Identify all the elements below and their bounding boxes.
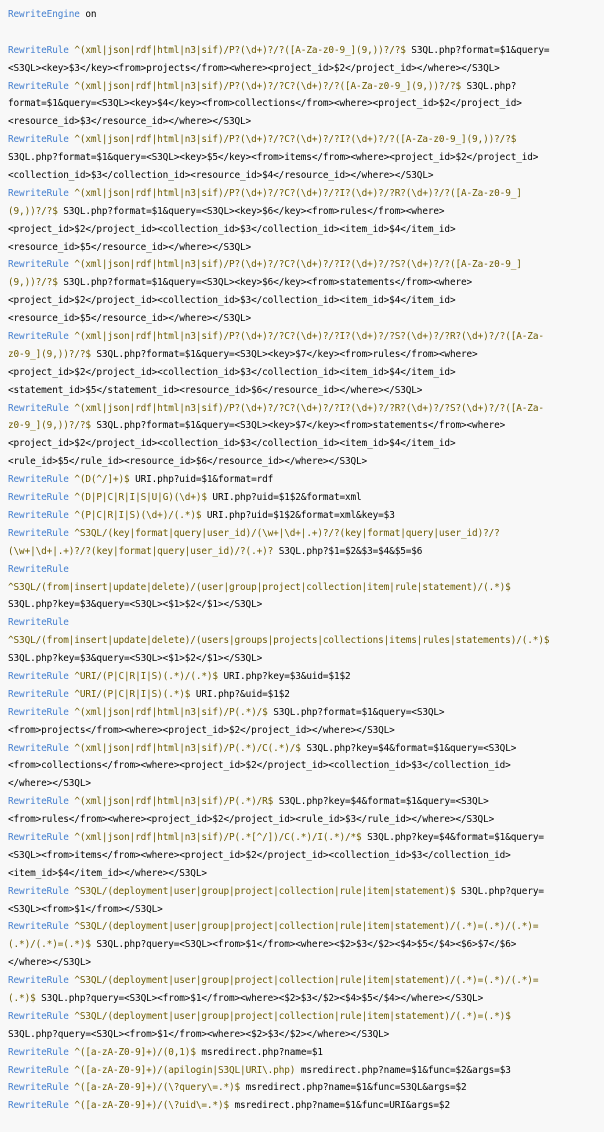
code-line	[8, 901, 604, 919]
regex-pattern: ^(P|C|R|I|S)(\d+)/(.*)$	[74, 509, 202, 521]
code-line	[8, 95, 604, 113]
code-line	[8, 292, 604, 310]
directive-keyword: RewriteRule	[8, 742, 69, 754]
code-text: <statement_id>$5</statement_id><resource_id>$6</resource_id></where></S3QL>	[8, 384, 423, 396]
code-text: <S3QL><from>items</from><where><project_id>$2</project_id><collection_id>$3</collection_id>	[8, 849, 511, 861]
directive-keyword: RewriteRule	[8, 1082, 69, 1094]
directive-keyword: RewriteRule	[8, 1064, 69, 1076]
code-text: <project_id>$2</project_id><collection_id>$3</collection_id><item_id>$4</item_id>	[8, 295, 456, 307]
code-text: URI.php?uid=$1&format=rdf	[129, 474, 274, 486]
directive-keyword: RewriteRule	[8, 975, 69, 987]
code-line	[8, 131, 604, 149]
code-text: </where></S3QL>	[8, 778, 91, 790]
directive-keyword: RewriteRule	[8, 688, 69, 700]
directive-keyword: RewriteRule	[8, 921, 69, 933]
directive-keyword: RewriteEngine	[8, 9, 80, 20]
code-line	[8, 346, 604, 364]
code-line	[8, 42, 604, 60]
regex-pattern: ^S3QL/(from|insert|update|delete)/(users|groups|projects|collections|items|rules|statements)/(.*)$	[8, 635, 550, 647]
code-text: S3QL.php?query=	[455, 885, 544, 897]
regex-pattern: ^(D(^/]+)$	[74, 474, 130, 486]
code-text: S3QL.php?key=$4&format=$1&query=	[361, 831, 544, 843]
code-line	[8, 221, 604, 239]
code-line	[8, 972, 604, 990]
code-text: URI.php?key=$3&uid=$1$2	[217, 670, 351, 682]
code-line	[8, 1079, 604, 1097]
regex-pattern: ^(xml|json|rdf|html|n3|sif)/P?(\d+)?/?C?(\d+)?/?I?(\d+)?/?R?(\d+)?/?S?(\d+)?/?([A-Za-	[74, 402, 544, 414]
code-text: S3QL.php?key=$3&query=<S3QL><$1>$2</$1></S3QL>	[8, 653, 263, 665]
code-line	[8, 918, 604, 936]
code-line	[8, 453, 604, 471]
directive-keyword: RewriteRule	[8, 80, 69, 92]
directive-keyword: RewriteRule	[8, 796, 69, 808]
code-line	[8, 596, 604, 614]
code-text: <resource_id>$5</resource_id></where></S3QL>	[8, 241, 252, 253]
regex-pattern: ^(xml|json|rdf|html|n3|sif)/P?(\d+)?/?C?(\d+)?/?([A-Za-z0-9_](9,))?/?$	[74, 80, 462, 92]
code-text: S3QL.php?format=$1&query=<S3QL><key>$7</key><from>rules</from><where>	[90, 348, 478, 360]
code-text: <resource_id>$3</resource_id></where></S3QL>	[8, 116, 252, 128]
regex-pattern: ^(xml|json|rdf|html|n3|sif)/P?(\d+)?/?C?(\d+)?/?I?(\d+)?/?R?(\d+)?/?([A-Za-z0-9_]	[74, 187, 522, 199]
code-line	[8, 471, 604, 489]
code-text: S3QL.php?key=$4&format=$1&query=<S3QL>	[300, 742, 517, 754]
regex-pattern: ^(xml|json|rdf|html|n3|sif)/P?(\d+)?/?C?(\d+)?/?I?(\d+)?/?S?(\d+)?/?([A-Za-z0-9_]	[74, 259, 522, 271]
code-text: S3QL.php?format=$1&query=<S3QL>	[267, 706, 445, 718]
code-line	[8, 561, 604, 579]
code-line	[8, 60, 604, 78]
code-line	[8, 632, 604, 650]
directive-keyword: RewriteRule	[8, 134, 69, 146]
code-text: S3QL.php?query=<S3QL><from>$1</from><where><$2>$3</$2><$4>$5</$4></where></S3QL>	[35, 992, 484, 1004]
code-line	[8, 811, 604, 829]
code-text: msredirect.php?name=$1&func=S3QL&args=$2	[240, 1082, 467, 1094]
directive-keyword: RewriteRule	[8, 617, 69, 629]
code-text: S3QL.php?	[461, 80, 517, 92]
code-line	[8, 364, 604, 382]
code-line	[8, 400, 604, 418]
code-text: <project_id>$2</project_id><collection_id>$3</collection_id><item_id>$4</item_id>	[8, 438, 456, 450]
code-text: </where></S3QL>	[8, 957, 91, 969]
code-line	[8, 668, 604, 686]
directive-keyword: RewriteRule	[8, 527, 69, 539]
code-line	[8, 650, 604, 668]
regex-pattern: ^([a-zA-Z0-9]+)/(apilogin|S3QL|URI\.php)	[74, 1064, 296, 1076]
directive-keyword: RewriteRule	[8, 509, 69, 521]
regex-pattern: ^(xml|json|rdf|html|n3|sif)/P(.*)/C(.*)/$	[74, 742, 301, 754]
code-text: <from>projects</from><where><project_id>$2</project_id></where></S3QL>	[8, 724, 395, 736]
regex-pattern: ^S3QL/(deployment|user|group|project|collection|rule|item|statement)/(.*)=(.*)/(.*)=	[74, 975, 539, 987]
code-line	[8, 274, 604, 292]
code-line	[8, 1008, 604, 1026]
regex-pattern: ^(xml|json|rdf|html|n3|sif)/P(.*)/R$	[74, 796, 274, 808]
directive-keyword: RewriteRule	[8, 331, 69, 343]
regex-pattern: ^(xml|json|rdf|html|n3|sif)/P?(\d+)?/?([A-Za-z0-9_](9,))?/?$	[74, 44, 406, 56]
directive-keyword: RewriteRule	[8, 885, 69, 897]
regex-pattern: ^(D|P|C|R|I|S|U|G)(\d+)$	[74, 492, 207, 504]
directive-keyword: RewriteRule	[8, 706, 69, 718]
code-text: <resource_id>$5</resource_id></where></S3QL>	[8, 313, 252, 325]
directive-keyword: RewriteRule	[8, 402, 69, 414]
regex-pattern: ^([a-zA-Z0-9]+)/(\?query\=.*)$	[74, 1082, 241, 1094]
code-line	[8, 525, 604, 543]
code-line	[8, 417, 604, 435]
code-line	[8, 775, 604, 793]
directive-keyword: RewriteRule	[8, 474, 69, 486]
code-text: URI.php?&uid=$1$2	[190, 688, 290, 700]
code-text: URI.php?uid=$1$2&format=xml	[206, 492, 362, 504]
code-line	[8, 543, 604, 561]
regex-pattern: (9,))?/?$	[8, 277, 58, 289]
code-line	[8, 704, 604, 722]
code-line	[8, 883, 604, 901]
regex-pattern: (.*)$	[8, 992, 36, 1004]
code-line	[8, 1044, 604, 1062]
code-line	[8, 614, 604, 632]
code-text: S3QL.php?key=$3&query=<S3QL><$1>$2</$1></S3QL>	[8, 599, 263, 611]
directive-keyword: RewriteRule	[8, 1100, 69, 1112]
directive-keyword: RewriteRule	[8, 492, 69, 504]
code-line	[8, 256, 604, 274]
code-line	[8, 507, 604, 525]
code-line	[8, 740, 604, 758]
code-line	[8, 185, 604, 203]
code-line	[8, 936, 604, 954]
code-line	[8, 829, 604, 847]
code-text: msredirect.php?name=$1	[195, 1046, 323, 1058]
regex-pattern: ^([a-zA-Z0-9]+)/(\?uid\=.*)$	[74, 1100, 229, 1112]
code-line	[8, 435, 604, 453]
regex-pattern: ^(xml|json|rdf|html|n3|sif)/P?(\d+)?/?C?(\d+)?/?I?(\d+)?/?([A-Za-z0-9_](9,))?/?$	[74, 134, 517, 146]
code-line	[8, 167, 604, 185]
regex-pattern: z0-9_](9,))?/?$	[8, 348, 91, 360]
directive-keyword: RewriteRule	[8, 831, 69, 843]
code-line	[8, 686, 604, 704]
code-text: <item_id>$4</item_id></where></S3QL>	[8, 867, 207, 879]
code-line	[8, 328, 604, 346]
regex-pattern: z0-9_](9,))?/?$	[8, 420, 91, 432]
code-line	[8, 865, 604, 883]
code-text: S3QL.php?format=$1&query=<S3QL><key>$6</key><from>statements</from><where>	[57, 277, 473, 289]
code-text: S3QL.php?format=$1&query=	[405, 44, 550, 56]
code-line	[8, 78, 604, 96]
regex-pattern: ^S3QL/(deployment|user|group|project|collection|rule|item|statement)$	[74, 885, 456, 897]
code-text: <collection_id>$3</collection_id><resource_id>$4</resource_id></where></S3QL>	[8, 170, 434, 182]
regex-pattern: ^URI/(P|C|R|I|S)(.*)/(.*)$	[74, 670, 218, 682]
code-text: S3QL.php?key=$4&format=$1&query=<S3QL>	[273, 796, 489, 808]
code-text: <project_id>$2</project_id><collection_id>$3</collection_id><item_id>$4</item_id>	[8, 223, 456, 235]
code-text: msredirect.php?name=$1&func=$2&args=$3	[295, 1064, 511, 1076]
code-line	[8, 990, 604, 1008]
code-line	[8, 1062, 604, 1080]
regex-pattern: ^S3QL/(key|format|query|user_id)/(\w+|\d+|.+)?/?(key|format|query|user_id)?/?	[74, 527, 500, 539]
code-text: <S3QL><key>$3</key><from>projects</from><where><project_id>$2</project_id></where></S3QL>	[8, 62, 500, 74]
regex-pattern: ^S3QL/(deployment|user|group|project|collection|rule|item|statement)/(.*)=(.*)$	[74, 1010, 511, 1022]
code-text: S3QL.php?format=$1&query=<S3QL><key>$6</key><from>rules</from><where>	[57, 205, 445, 217]
regex-pattern: ^(xml|json|rdf|html|n3|sif)/P(.*[^/])/C(.*)/I(.*)/*$	[74, 831, 362, 843]
code-text: <project_id>$2</project_id><collection_id>$3</collection_id><item_id>$4</item_id>	[8, 366, 456, 378]
code-line	[8, 579, 604, 597]
directive-keyword: RewriteRule	[8, 1046, 69, 1058]
code-line	[8, 757, 604, 775]
code-line	[8, 1097, 604, 1115]
code-line	[8, 954, 604, 972]
code-line	[8, 6, 604, 24]
code-text: S3QL.php?format=$1&query=<S3QL><key>$5</key><from>items</from><where><project_id>$2</project_id>	[8, 152, 539, 164]
code-text: <rule_id>$5</rule_id><resource_id>$6</resource_id></where></S3QL>	[8, 456, 368, 468]
directive-keyword: RewriteRule	[8, 44, 69, 56]
regex-pattern: (.*)/(.*)=(.*)$	[8, 939, 91, 951]
regex-pattern: ^([a-zA-Z0-9]+)/(0,1)$	[74, 1046, 196, 1058]
code-line	[8, 722, 604, 740]
code-text: msredirect.php?name=$1&func=URI&args=$2	[229, 1100, 450, 1112]
regex-pattern: ^S3QL/(from|insert|update|delete)/(user|group|project|collection|item|rule|statement)/(.*)$	[8, 581, 511, 593]
directive-keyword: RewriteRule	[8, 187, 69, 199]
code-text: format=$1&query=<S3QL><key>$4</key><from>collections</from><where><project_id>$2</project_id>	[8, 98, 522, 110]
code-text: S3QL.php?format=$1&query=<S3QL><key>$7</key><from>statements</from><where>	[90, 420, 506, 432]
directive-keyword: RewriteRule	[8, 259, 69, 271]
code-text: on	[79, 9, 97, 20]
directive-keyword: RewriteRule	[8, 563, 69, 575]
code-line	[8, 203, 604, 221]
regex-pattern: (9,))?/?$	[8, 205, 58, 217]
regex-pattern: ^S3QL/(deployment|user|group|project|collection|rule|item|statement)/(.*)=(.*)/(.*)=	[74, 921, 539, 933]
code-text: S3QL.php?query=<S3QL><from>$1</from><where><$2>$3</$2><$4>$5</$4><$6>$7</$6>	[90, 939, 517, 951]
code-line	[8, 382, 604, 400]
directive-keyword: RewriteRule	[8, 670, 69, 682]
code-line	[8, 113, 604, 131]
code-text: S3QL.php?$1=$2&$3=$4&$5=$6	[273, 545, 423, 557]
code-line	[8, 847, 604, 865]
code-line	[8, 310, 604, 328]
code-line	[8, 149, 604, 167]
code-text: <from>rules</from><where><project_id>$2</project_id><rule_id>$3</rule_id></where></S3QL>	[8, 814, 495, 826]
regex-pattern: ^URI/(P|C|R|I|S)(.*)$	[74, 688, 191, 700]
code-line	[8, 793, 604, 811]
code-line	[8, 489, 604, 507]
regex-pattern: ^(xml|json|rdf|html|n3|sif)/P?(\d+)?/?C?(\d+)?/?I?(\d+)?/?S?(\d+)?/?R?(\d+)?/?([A-Za-	[74, 331, 544, 343]
directive-keyword: RewriteRule	[8, 1010, 69, 1022]
code-text: URI.php?uid=$1$2&format=xml&key=$3	[201, 509, 395, 521]
code-text: <S3QL><from>$1</from></S3QL>	[8, 903, 163, 915]
code-line	[8, 239, 604, 257]
regex-pattern: ^(xml|json|rdf|html|n3|sif)/P(.*)/$	[74, 706, 268, 718]
code-line	[8, 1026, 604, 1044]
code-text: <from>collections</from><where><project_id>$2</project_id><collection_id>$3</collection_id>	[8, 760, 511, 772]
code-line	[8, 24, 604, 42]
code-text: S3QL.php?query=<S3QL><from>$1</from><where><$2>$3</$2></where></S3QL>	[8, 1028, 390, 1040]
regex-pattern: (\w+|\d+|.+)?/?(key|format|query|user_id)/?(.+)?	[8, 545, 274, 557]
